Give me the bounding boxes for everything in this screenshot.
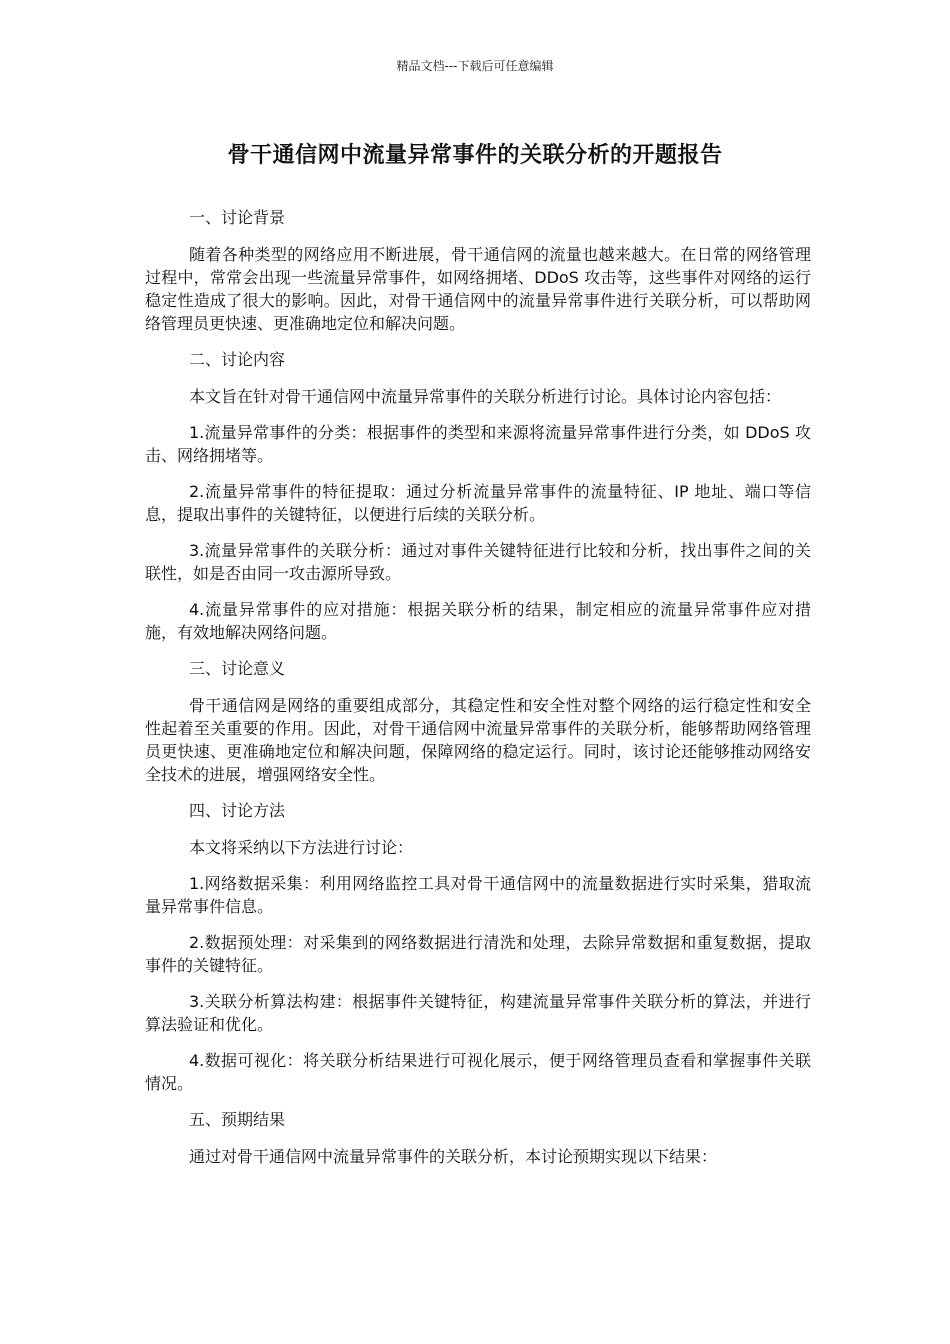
section-heading-significance: 三、讨论意义 [189,659,286,678]
paragraph-expected-results: 通过对骨干通信网中流量异常事件的关联分析，本讨论预期实现以下结果： [189,1147,718,1166]
list-item-method-1: 1.网络数据采集：利用网络监控工具对骨干通信网中的流量数据进行实时采集，猎取流量异常事件信息。 [145,874,811,916]
section-heading-background: 一、讨论背景 [189,208,286,227]
list-item-method-4: 4.数据可视化：将关联分析结果进行可视化展示，便于网络管理员查看和掌握事件关联情况。 [145,1051,811,1093]
list-item-content-4: 4.流量异常事件的应对措施：根据关联分析的结果，制定相应的流量异常事件应对措施，有效地解决网络问题。 [145,600,811,642]
paragraph-significance: 骨干通信网是网络的重要组成部分，其稳定性和安全性对整个网络的运行稳定性和安全性起着至关重要的作用。因此，对骨干通信网中流量异常事件的关联分析，能够帮助网络管理员更快速、更准确地定位和解决问题，保障网络的稳定运行。同时，该讨论还能够推动网络安全技术的进展，增强网络安全性。 [145,696,811,784]
document-body [145,206,811,1181]
list-item-content-1: 1.流量异常事件的分类：根据事件的类型和来源将流量异常事件进行分类，如 DDoS 攻击、网络拥堵等。 [145,423,811,465]
header-note: 精品文档---下载后可任意编辑 [396,59,554,73]
paragraph-background: 随着各种类型的网络应用不断进展，骨干通信网的流量也越来越大。在日常的网络管理过程中，常常会出现一些流量异常事件，如网络拥堵、DDoS 攻击等，这些事件对网络的运行稳定性造成了很大的影响。因此，对骨干通信网中的流量异常事件进行关联分析，可以帮助网络管理员更快速、更准确地定位和解决问题。 [145,245,811,333]
list-item-content-3: 3.流量异常事件的关联分析：通过对事件关键特征进行比较和分析，找出事件之间的关联性，如是否由同一攻击源所导致。 [145,541,811,583]
section-heading-content: 二、讨论内容 [189,350,286,369]
paragraph-methods-intro: 本文将采纳以下方法进行讨论： [189,838,414,857]
list-item-method-3: 3.关联分析算法构建：根据事件关键特征，构建流量异常事件关联分析的算法，并进行算法验证和优化。 [145,992,811,1034]
section-heading-expected-results: 五、预期结果 [189,1110,286,1129]
paragraph-content-intro: 本文旨在针对骨干通信网中流量异常事件的关联分析进行讨论。具体讨论内容包括： [189,387,782,406]
list-item-content-2: 2.流量异常事件的特征提取：通过分析流量异常事件的流量特征、IP 地址、端口等信息，提取出事件的关键特征，以便进行后续的关联分析。 [145,482,811,524]
document-title: 骨干通信网中流量异常事件的关联分析的开题报告 [227,143,723,168]
list-item-method-2: 2.数据预处理：对采集到的网络数据进行清洗和处理，去除异常数据和重复数据，提取事件的关键特征。 [145,933,811,975]
section-heading-methods: 四、讨论方法 [189,801,286,820]
